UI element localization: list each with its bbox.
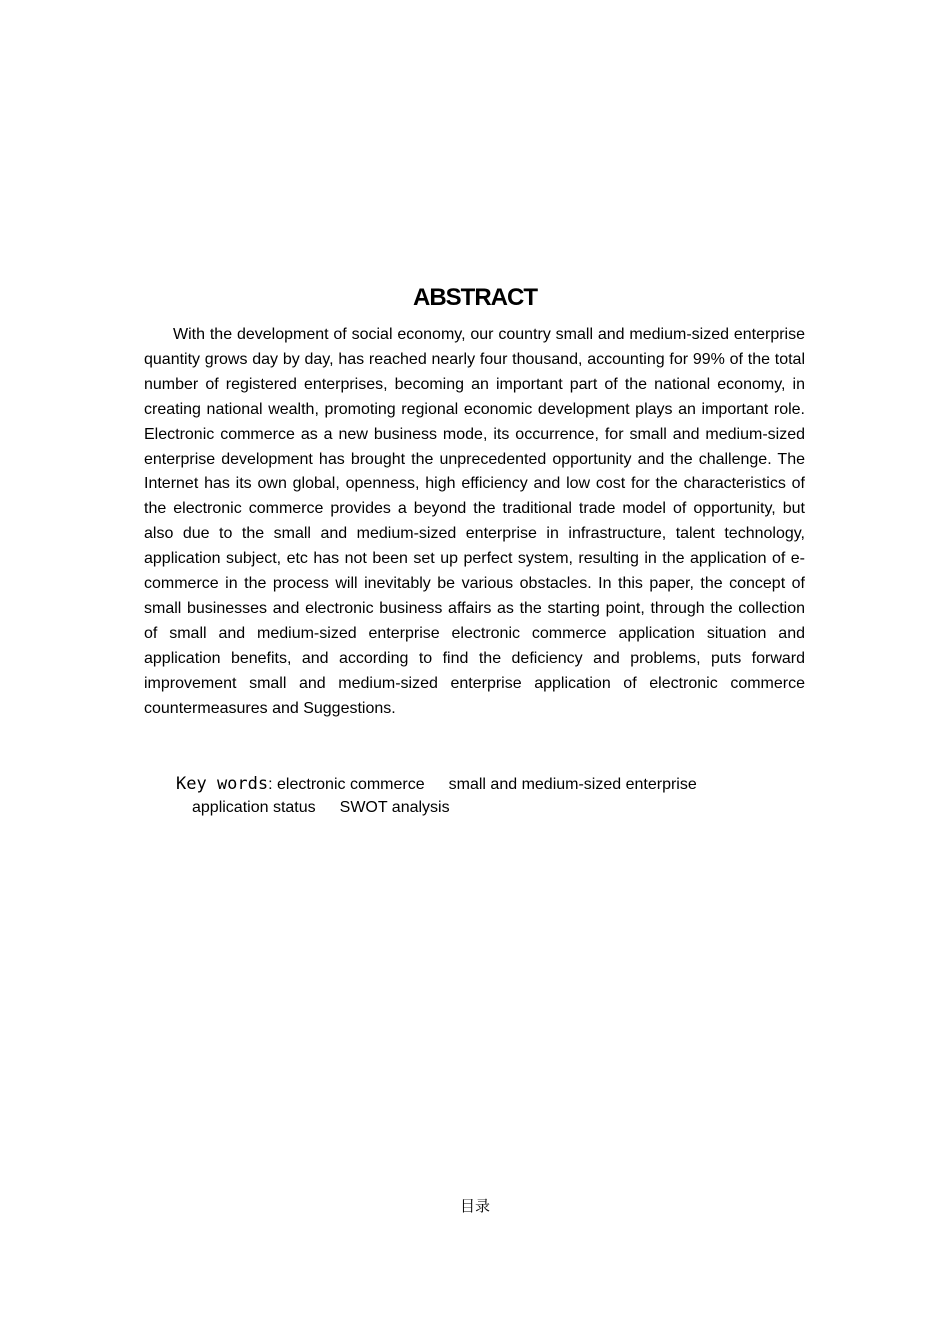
keywords-label: Key words	[176, 774, 269, 794]
keyword-item: small and medium-sized enterprise	[448, 776, 697, 793]
keyword-item: electronic commerce	[277, 776, 425, 793]
keywords-separator: :	[268, 776, 273, 793]
abstract-title: ABSTRACT	[413, 284, 537, 311]
keywords-line-1	[176, 773, 816, 796]
keyword-item: SWOT analysis	[339, 799, 450, 816]
keywords-block	[176, 773, 816, 819]
keywords-line-2	[176, 796, 816, 819]
keyword-item: application status	[192, 799, 316, 816]
abstract-body: With the development of social economy, our country small and medium-sized enterprise quantity grows day by day, has reached nearly four thousand, accounting for 99% of the total number of registered enterprises, becoming an important part of the national economy, in creating national wealth, promoting regional economic development plays an important role. Electronic commerce as a new business mode, its occurrence, for small and medium-sized enterprise development has brought the unprecedented opportunity and the challenge. The Internet has its own global, openness, high efficiency and low cost for the characteristics of the electronic commerce provides a beyond the traditional trade model of opportunity, but also due to the small and medium-sized enterprise in infrastructure, talent technology, application subject, etc has not been set up perfect system, resulting in the application of e-commerce in the process will inevitably be various obstacles. In this paper, the concept of small businesses and electronic business affairs as the starting point, through the collection of small and medium-sized enterprise electronic commerce application situation and application benefits, and according to find the deficiency and problems, puts forward improvement small and medium-sized enterprise application of electronic commerce countermeasures and Suggestions.	[144, 326, 805, 717]
page-footer: 目录	[459, 1197, 490, 1215]
